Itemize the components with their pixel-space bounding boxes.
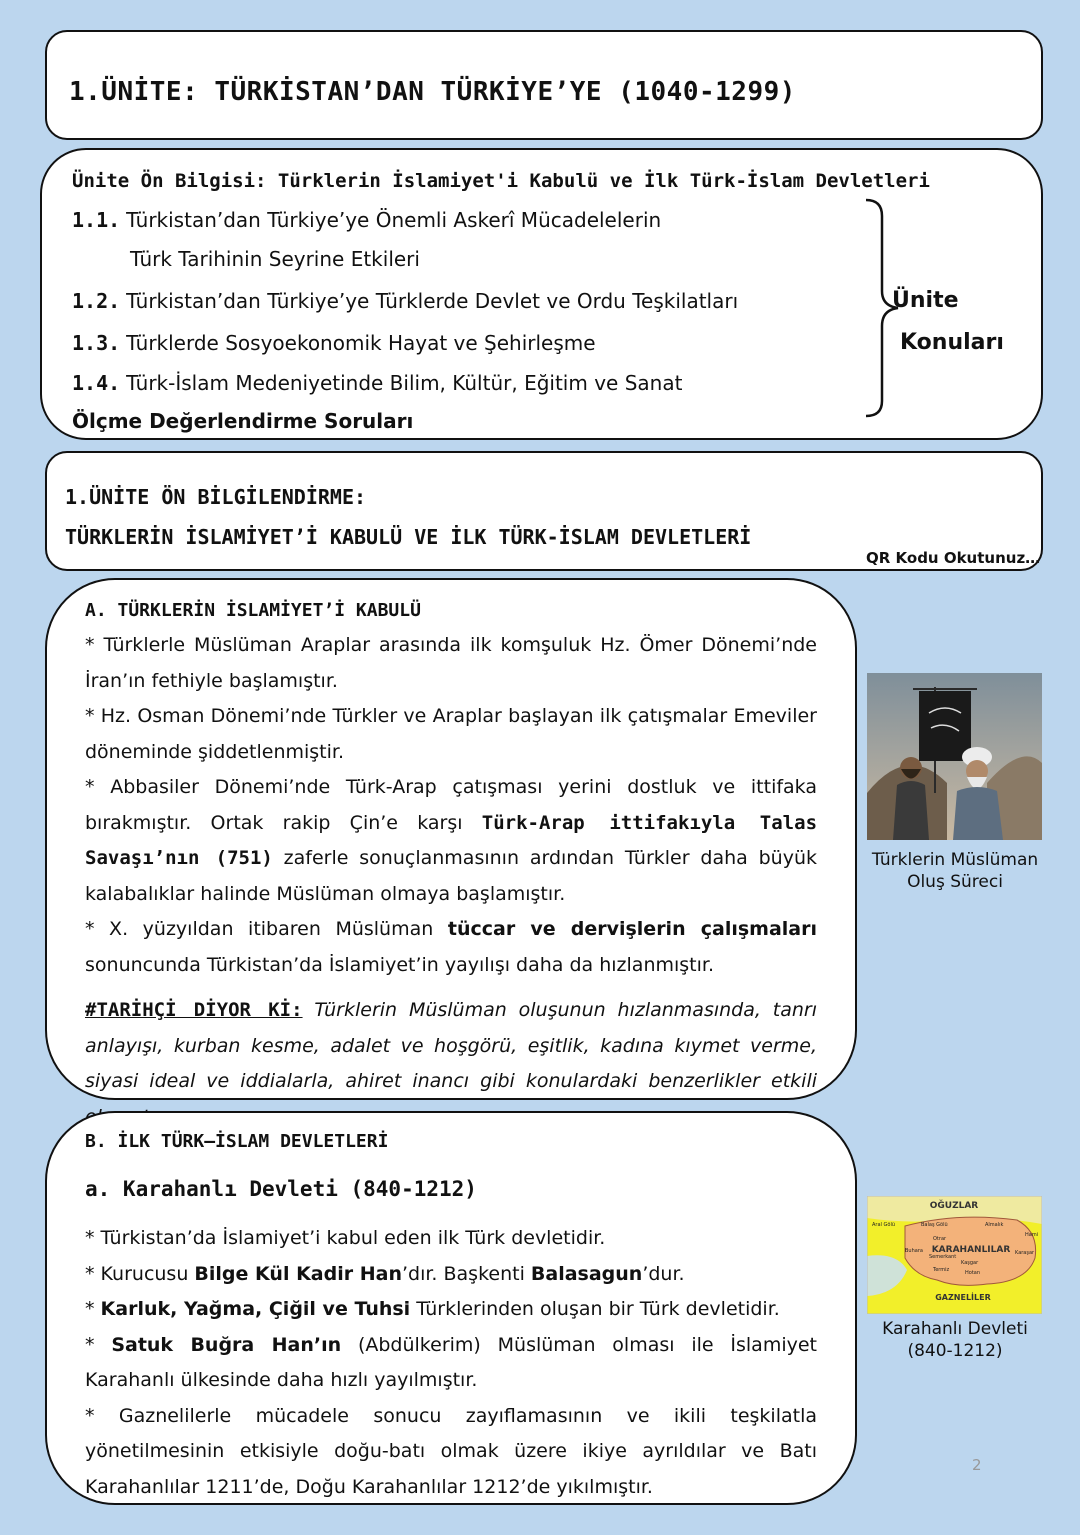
paragraph-a4: * X. yüzyıldan itibaren Müslüman tüccar ve dervişlerin çalışmaları sonuncunda Türkistan’da İslamiyet’in yayılışı daha da hızlanmıştır. bbox=[85, 918, 817, 976]
map-city: Aral Gölü bbox=[872, 1222, 896, 1228]
section-b-box bbox=[45, 1111, 857, 1505]
section-a-box bbox=[45, 578, 857, 1100]
intro-title: 1.ÜNİTE ÖN BİLGİLENDİRME: bbox=[65, 485, 367, 509]
topic-item-4: 1.4. Türk-İslam Medeniyetinde Bilim, Kültür, Eğitim ve Sanat bbox=[72, 371, 683, 395]
topic-item-1-cont: Türk Tarihinin Seyrine Etkileri bbox=[130, 247, 420, 271]
map-city: Semerkant bbox=[929, 1254, 957, 1260]
map-city: Karaşar bbox=[1015, 1250, 1035, 1256]
map-city: Almalık bbox=[985, 1222, 1004, 1228]
paragraph-b2: * Kurucusu Bilge Kül Kadir Han’dır. Başkenti Balasagun’dur. bbox=[85, 1262, 685, 1285]
figure-caption-1: Türklerin Müslüman Oluş Süreci bbox=[871, 850, 1039, 892]
section-a-paragraphs bbox=[85, 628, 817, 1135]
paragraph-b4: * Satuk Buğra Han’ın (Abdülkerim) Müslüman olması ile İslamiyet Karahanlı ülkesinde daha hızlı yayılmıştır. bbox=[85, 1333, 817, 1391]
paragraph-a1: * Türklerle Müslüman Araplar arasında ilk komşuluk Hz. Ömer Dönemi’nde İran’ın fethiyle başlamıştır. bbox=[85, 634, 817, 692]
paragraph-a2: * Hz. Osman Dönemi’nde Türkler ve Araplar başlayan ilk çatışmalar Emeviler döneminde şiddetlenmiştir. bbox=[85, 705, 817, 763]
intro-subtitle: TÜRKLERİN İSLAMİYET’İ KABULÜ VE İLK TÜRK-İSLAM DEVLETLERİ bbox=[65, 525, 752, 549]
map-city: Kaşgar bbox=[961, 1260, 979, 1266]
unit-topics-box bbox=[40, 148, 1043, 440]
map-label-center: KARAHANLILAR bbox=[931, 1245, 1011, 1255]
map-city: Buhara bbox=[905, 1248, 923, 1254]
map-city: Hami bbox=[1025, 1232, 1039, 1238]
illustration-muslim-turks bbox=[867, 673, 1042, 840]
section-b-paragraphs bbox=[85, 1221, 817, 1505]
topic-item-2: 1.2. Türkistan’dan Türkiye’ye Türklerde Devlet ve Ordu Teşkilatları bbox=[72, 289, 739, 313]
prelim-info: Ünite Ön Bilgisi: Türklerin İslamiyet'i Kabulü ve İlk Türk-İslam Devletleri bbox=[72, 170, 930, 192]
figure-caption-2: Karahanlı Devleti (840-1212) bbox=[882, 1319, 1028, 1361]
page-number: 2 bbox=[972, 1456, 982, 1474]
unit-topics-label: Ünite bbox=[892, 288, 959, 313]
map-label-north: OĞUZLAR bbox=[929, 1201, 979, 1211]
unit-title-box bbox=[45, 30, 1043, 140]
unit-title: 1.ÜNİTE: TÜRKİSTAN’DAN TÜRKİYE’YE (1040-1299) bbox=[69, 77, 796, 107]
assessment-questions: Ölçme Değerlendirme Soruları bbox=[72, 409, 414, 433]
paragraph-a3: * Abbasiler Dönemi’nde Türk-Arap çatışması yerini dostluk ve ittifaka bırakmıştır. Ortak rakip Çin’e karşı Türk-Arap ittifakıyla Talas Savaşı’nın (751) zaferle sonuçlanmasının ardından Türkler daha büyük kalabalıklar halinde Müslüman olmaya başlamıştır. bbox=[85, 776, 818, 905]
map-city: Termiz bbox=[933, 1267, 950, 1273]
qr-note: QR Kodu Okutunuz… bbox=[866, 549, 1041, 567]
paragraph-b5: * Gaznelilerle mücadele sonucu zayıflamasının ve ikili teşkilatla yönetilmesinin etkisiyle doğu-batı olmak üzere ikiye ayrıldılar ve Batı Karahanlılar 1211’de, Doğu Karahanlılar 1212’de yıkılmıştır. bbox=[85, 1404, 817, 1498]
map-city: Hotan bbox=[965, 1270, 981, 1276]
paragraph-b1: * Türkistan’da İslamiyet’i kabul eden ilk Türk devletidir. bbox=[85, 1227, 606, 1249]
historian-note: #TARİHÇİ DİYOR Kİ: Türklerin Müslüman oluşunun hızlanmasında, tanrı anlayışı, kurban kesme, adalet ve hoşgörü, eşitlik, kadına kıymet verme, siyasi ideal ve iddialarla, ahiret inancı gibi konulardaki benzerlikler etkili bbox=[85, 999, 817, 1092]
karahanli-heading: a. Karahanlı Devleti (840-1212) bbox=[85, 1177, 477, 1201]
topic-item-3: 1.3. Türklerde Sosyoekonomik Hayat ve Şehirleşme bbox=[72, 331, 596, 355]
map-city: Otrar bbox=[933, 1236, 947, 1242]
paragraph-b3: * Karluk, Yağma, Çiğil ve Tuhsi Türklerinden oluşan bir Türk devletidir. bbox=[85, 1298, 780, 1320]
map-city: Balaş Gölü bbox=[921, 1222, 948, 1228]
unit-topics-label-2: Konuları bbox=[900, 330, 1004, 355]
section-a-heading: A. TÜRKLERİN İSLAMİYET’İ KABULÜ bbox=[85, 600, 421, 621]
karahanli-map bbox=[867, 1196, 1042, 1314]
section-b-heading: B. İLK TÜRK–İSLAM DEVLETLERİ bbox=[85, 1131, 389, 1152]
map-label-south: GAZNELİLER bbox=[935, 1293, 991, 1302]
topic-item-1: 1.1. Türkistan’dan Türkiye’ye Önemli Askerî Mücadelelerin bbox=[72, 208, 662, 232]
